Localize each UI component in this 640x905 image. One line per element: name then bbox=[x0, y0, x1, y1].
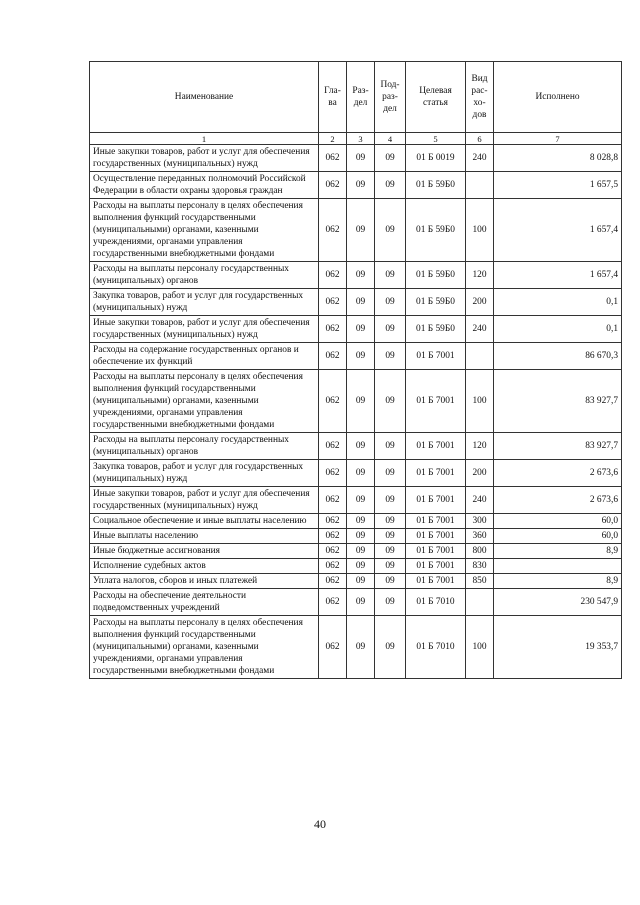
table-row bbox=[90, 172, 622, 199]
table-row bbox=[90, 529, 622, 544]
row-target-cell: 01 Б 59Б0 bbox=[406, 172, 466, 199]
row-name-cell: Закупка товаров, работ и услуг для государственных (муниципальных) нужд bbox=[90, 460, 319, 487]
row-vid-cell: 240 bbox=[466, 145, 494, 172]
header-target: Целевая статья bbox=[406, 62, 466, 133]
header-podrazdel: Под- раз- дел bbox=[375, 62, 406, 133]
table-row bbox=[90, 289, 622, 316]
row-razdel-cell: 09 bbox=[347, 172, 375, 199]
row-glava-cell: 062 bbox=[319, 514, 347, 529]
row-done-cell: 230 547,9 bbox=[494, 589, 622, 616]
row-podrazdel-cell: 09 bbox=[375, 145, 406, 172]
row-razdel-cell: 09 bbox=[347, 616, 375, 679]
row-podrazdel-cell: 09 bbox=[375, 370, 406, 433]
table-row bbox=[90, 589, 622, 616]
row-name-cell: Закупка товаров, работ и услуг для государственных (муниципальных) нужд bbox=[90, 289, 319, 316]
row-glava-cell: 062 bbox=[319, 199, 347, 262]
row-razdel-cell: 09 bbox=[347, 544, 375, 559]
row-vid-cell bbox=[466, 343, 494, 370]
row-razdel-cell: 09 bbox=[347, 559, 375, 574]
row-target-cell: 01 Б 7001 bbox=[406, 544, 466, 559]
row-name-cell: Иные выплаты населению bbox=[90, 529, 319, 544]
row-razdel-cell: 09 bbox=[347, 529, 375, 544]
row-target-cell: 01 Б 7010 bbox=[406, 589, 466, 616]
column-number: 6 bbox=[466, 133, 494, 145]
row-vid-cell: 240 bbox=[466, 487, 494, 514]
header-row bbox=[90, 62, 622, 133]
row-glava-cell: 062 bbox=[319, 316, 347, 343]
row-podrazdel-cell: 09 bbox=[375, 544, 406, 559]
row-podrazdel-cell: 09 bbox=[375, 616, 406, 679]
table-row bbox=[90, 544, 622, 559]
row-done-cell: 83 927,7 bbox=[494, 433, 622, 460]
row-vid-cell: 830 bbox=[466, 559, 494, 574]
row-glava-cell: 062 bbox=[319, 343, 347, 370]
row-target-cell: 01 Б 7001 bbox=[406, 433, 466, 460]
column-number: 1 bbox=[90, 133, 319, 145]
row-glava-cell: 062 bbox=[319, 460, 347, 487]
row-vid-cell: 300 bbox=[466, 514, 494, 529]
table-row bbox=[90, 199, 622, 262]
table-row bbox=[90, 559, 622, 574]
row-target-cell: 01 Б 7001 bbox=[406, 343, 466, 370]
row-glava-cell: 062 bbox=[319, 145, 347, 172]
row-podrazdel-cell: 09 bbox=[375, 574, 406, 589]
header-glava: Гла- ва bbox=[319, 62, 347, 133]
row-name-cell: Расходы на выплаты персоналу государственных (муниципальных) органов bbox=[90, 433, 319, 460]
row-glava-cell: 062 bbox=[319, 574, 347, 589]
row-done-cell: 60,0 bbox=[494, 514, 622, 529]
header-done: Исполнено bbox=[494, 62, 622, 133]
row-vid-cell: 800 bbox=[466, 544, 494, 559]
row-vid-cell: 120 bbox=[466, 262, 494, 289]
row-vid-cell: 850 bbox=[466, 574, 494, 589]
row-razdel-cell: 09 bbox=[347, 370, 375, 433]
table-row bbox=[90, 460, 622, 487]
column-number: 7 bbox=[494, 133, 622, 145]
row-vid-cell bbox=[466, 172, 494, 199]
row-razdel-cell: 09 bbox=[347, 514, 375, 529]
row-done-cell: 2 673,6 bbox=[494, 460, 622, 487]
row-target-cell: 01 Б 59Б0 bbox=[406, 316, 466, 343]
row-done-cell bbox=[494, 559, 622, 574]
row-glava-cell: 062 bbox=[319, 289, 347, 316]
row-podrazdel-cell: 09 bbox=[375, 172, 406, 199]
table-row bbox=[90, 145, 622, 172]
table-row bbox=[90, 487, 622, 514]
row-target-cell: 01 Б 59Б0 bbox=[406, 262, 466, 289]
row-razdel-cell: 09 bbox=[347, 487, 375, 514]
table-row bbox=[90, 370, 622, 433]
row-name-cell: Уплата налогов, сборов и иных платежей bbox=[90, 574, 319, 589]
row-done-cell: 8,9 bbox=[494, 544, 622, 559]
row-target-cell: 01 Б 7010 bbox=[406, 616, 466, 679]
row-done-cell: 1 657,4 bbox=[494, 262, 622, 289]
row-name-cell: Иные бюджетные ассигнования bbox=[90, 544, 319, 559]
row-glava-cell: 062 bbox=[319, 616, 347, 679]
page-number: 40 bbox=[314, 817, 326, 831]
row-target-cell: 01 Б 7001 bbox=[406, 514, 466, 529]
row-vid-cell: 100 bbox=[466, 199, 494, 262]
row-podrazdel-cell: 09 bbox=[375, 529, 406, 544]
row-vid-cell bbox=[466, 589, 494, 616]
row-done-cell: 0,1 bbox=[494, 289, 622, 316]
row-razdel-cell: 09 bbox=[347, 433, 375, 460]
row-podrazdel-cell: 09 bbox=[375, 559, 406, 574]
row-done-cell: 1 657,4 bbox=[494, 199, 622, 262]
row-podrazdel-cell: 09 bbox=[375, 262, 406, 289]
row-name-cell: Иные закупки товаров, работ и услуг для обеспечения государственных (муниципальных) нужд bbox=[90, 316, 319, 343]
row-glava-cell: 062 bbox=[319, 529, 347, 544]
row-name-cell: Расходы на выплаты персоналу в целях обеспечения выполнения функций государственными (муниципальными) органами, казенными учреждениями, органами управления государственными внебюджетными фондами bbox=[90, 616, 319, 679]
row-razdel-cell: 09 bbox=[347, 199, 375, 262]
row-podrazdel-cell: 09 bbox=[375, 514, 406, 529]
row-vid-cell: 360 bbox=[466, 529, 494, 544]
row-done-cell: 60,0 bbox=[494, 529, 622, 544]
row-glava-cell: 062 bbox=[319, 544, 347, 559]
row-done-cell: 83 927,7 bbox=[494, 370, 622, 433]
column-number-row bbox=[90, 133, 622, 145]
row-vid-cell: 200 bbox=[466, 289, 494, 316]
table-row bbox=[90, 433, 622, 460]
table-row bbox=[90, 343, 622, 370]
row-podrazdel-cell: 09 bbox=[375, 343, 406, 370]
row-razdel-cell: 09 bbox=[347, 574, 375, 589]
column-number: 5 bbox=[406, 133, 466, 145]
column-number: 3 bbox=[347, 133, 375, 145]
row-vid-cell: 240 bbox=[466, 316, 494, 343]
row-target-cell: 01 Б 59Б0 bbox=[406, 289, 466, 316]
row-done-cell: 2 673,6 bbox=[494, 487, 622, 514]
table-row bbox=[90, 616, 622, 679]
row-razdel-cell: 09 bbox=[347, 460, 375, 487]
row-glava-cell: 062 bbox=[319, 370, 347, 433]
row-podrazdel-cell: 09 bbox=[375, 199, 406, 262]
row-podrazdel-cell: 09 bbox=[375, 589, 406, 616]
row-done-cell: 1 657,5 bbox=[494, 172, 622, 199]
row-vid-cell: 120 bbox=[466, 433, 494, 460]
row-done-cell: 8,9 bbox=[494, 574, 622, 589]
row-glava-cell: 062 bbox=[319, 589, 347, 616]
row-done-cell: 19 353,7 bbox=[494, 616, 622, 679]
row-razdel-cell: 09 bbox=[347, 316, 375, 343]
row-name-cell: Расходы на выплаты персоналу в целях обеспечения выполнения функций государственными (муниципальными) органами, казенными учреждениями, органами управления государственными внебюджетными фондами bbox=[90, 199, 319, 262]
row-name-cell: Осуществление переданных полномочий Российской Федерации в области охраны здоровья граждан bbox=[90, 172, 319, 199]
row-podrazdel-cell: 09 bbox=[375, 316, 406, 343]
row-done-cell: 0,1 bbox=[494, 316, 622, 343]
table-row bbox=[90, 574, 622, 589]
header-name: Наименование bbox=[90, 62, 319, 133]
table-row bbox=[90, 262, 622, 289]
column-number: 4 bbox=[375, 133, 406, 145]
row-name-cell: Расходы на содержание государственных органов и обеспечение их функций bbox=[90, 343, 319, 370]
row-razdel-cell: 09 bbox=[347, 262, 375, 289]
table-body bbox=[90, 145, 622, 679]
row-done-cell: 86 670,3 bbox=[494, 343, 622, 370]
row-podrazdel-cell: 09 bbox=[375, 433, 406, 460]
row-podrazdel-cell: 09 bbox=[375, 487, 406, 514]
budget-table bbox=[89, 61, 622, 679]
header-vid: Вид рас- хо- дов bbox=[466, 62, 494, 133]
row-target-cell: 01 Б 7001 bbox=[406, 559, 466, 574]
row-name-cell: Социальное обеспечение и иные выплаты населению bbox=[90, 514, 319, 529]
row-target-cell: 01 Б 7001 bbox=[406, 574, 466, 589]
row-name-cell: Расходы на выплаты персоналу в целях обеспечения выполнения функций государственными (муниципальными) органами, казенными учреждениями, органами управления государственными внебюджетными фондами bbox=[90, 370, 319, 433]
row-vid-cell: 100 bbox=[466, 616, 494, 679]
row-razdel-cell: 09 bbox=[347, 589, 375, 616]
column-number: 2 bbox=[319, 133, 347, 145]
row-target-cell: 01 Б 7001 bbox=[406, 370, 466, 433]
row-glava-cell: 062 bbox=[319, 262, 347, 289]
table-row bbox=[90, 316, 622, 343]
row-vid-cell: 200 bbox=[466, 460, 494, 487]
row-target-cell: 01 Б 7001 bbox=[406, 487, 466, 514]
row-name-cell: Иные закупки товаров, работ и услуг для обеспечения государственных (муниципальных) нужд bbox=[90, 487, 319, 514]
row-razdel-cell: 09 bbox=[347, 343, 375, 370]
row-name-cell: Исполнение судебных актов bbox=[90, 559, 319, 574]
row-glava-cell: 062 bbox=[319, 433, 347, 460]
row-name-cell: Иные закупки товаров, работ и услуг для обеспечения государственных (муниципальных) нужд bbox=[90, 145, 319, 172]
row-razdel-cell: 09 bbox=[347, 145, 375, 172]
row-podrazdel-cell: 09 bbox=[375, 289, 406, 316]
row-vid-cell: 100 bbox=[466, 370, 494, 433]
row-target-cell: 01 Б 59Б0 bbox=[406, 199, 466, 262]
row-razdel-cell: 09 bbox=[347, 289, 375, 316]
row-target-cell: 01 Б 7001 bbox=[406, 460, 466, 487]
table-row bbox=[90, 514, 622, 529]
row-podrazdel-cell: 09 bbox=[375, 460, 406, 487]
row-done-cell: 8 028,8 bbox=[494, 145, 622, 172]
row-glava-cell: 062 bbox=[319, 172, 347, 199]
row-glava-cell: 062 bbox=[319, 487, 347, 514]
row-name-cell: Расходы на выплаты персоналу государственных (муниципальных) органов bbox=[90, 262, 319, 289]
row-target-cell: 01 Б 0019 bbox=[406, 145, 466, 172]
row-name-cell: Расходы на обеспечение деятельности подведомственных учреждений bbox=[90, 589, 319, 616]
row-glava-cell: 062 bbox=[319, 559, 347, 574]
row-target-cell: 01 Б 7001 bbox=[406, 529, 466, 544]
header-razdel: Раз- дел bbox=[347, 62, 375, 133]
